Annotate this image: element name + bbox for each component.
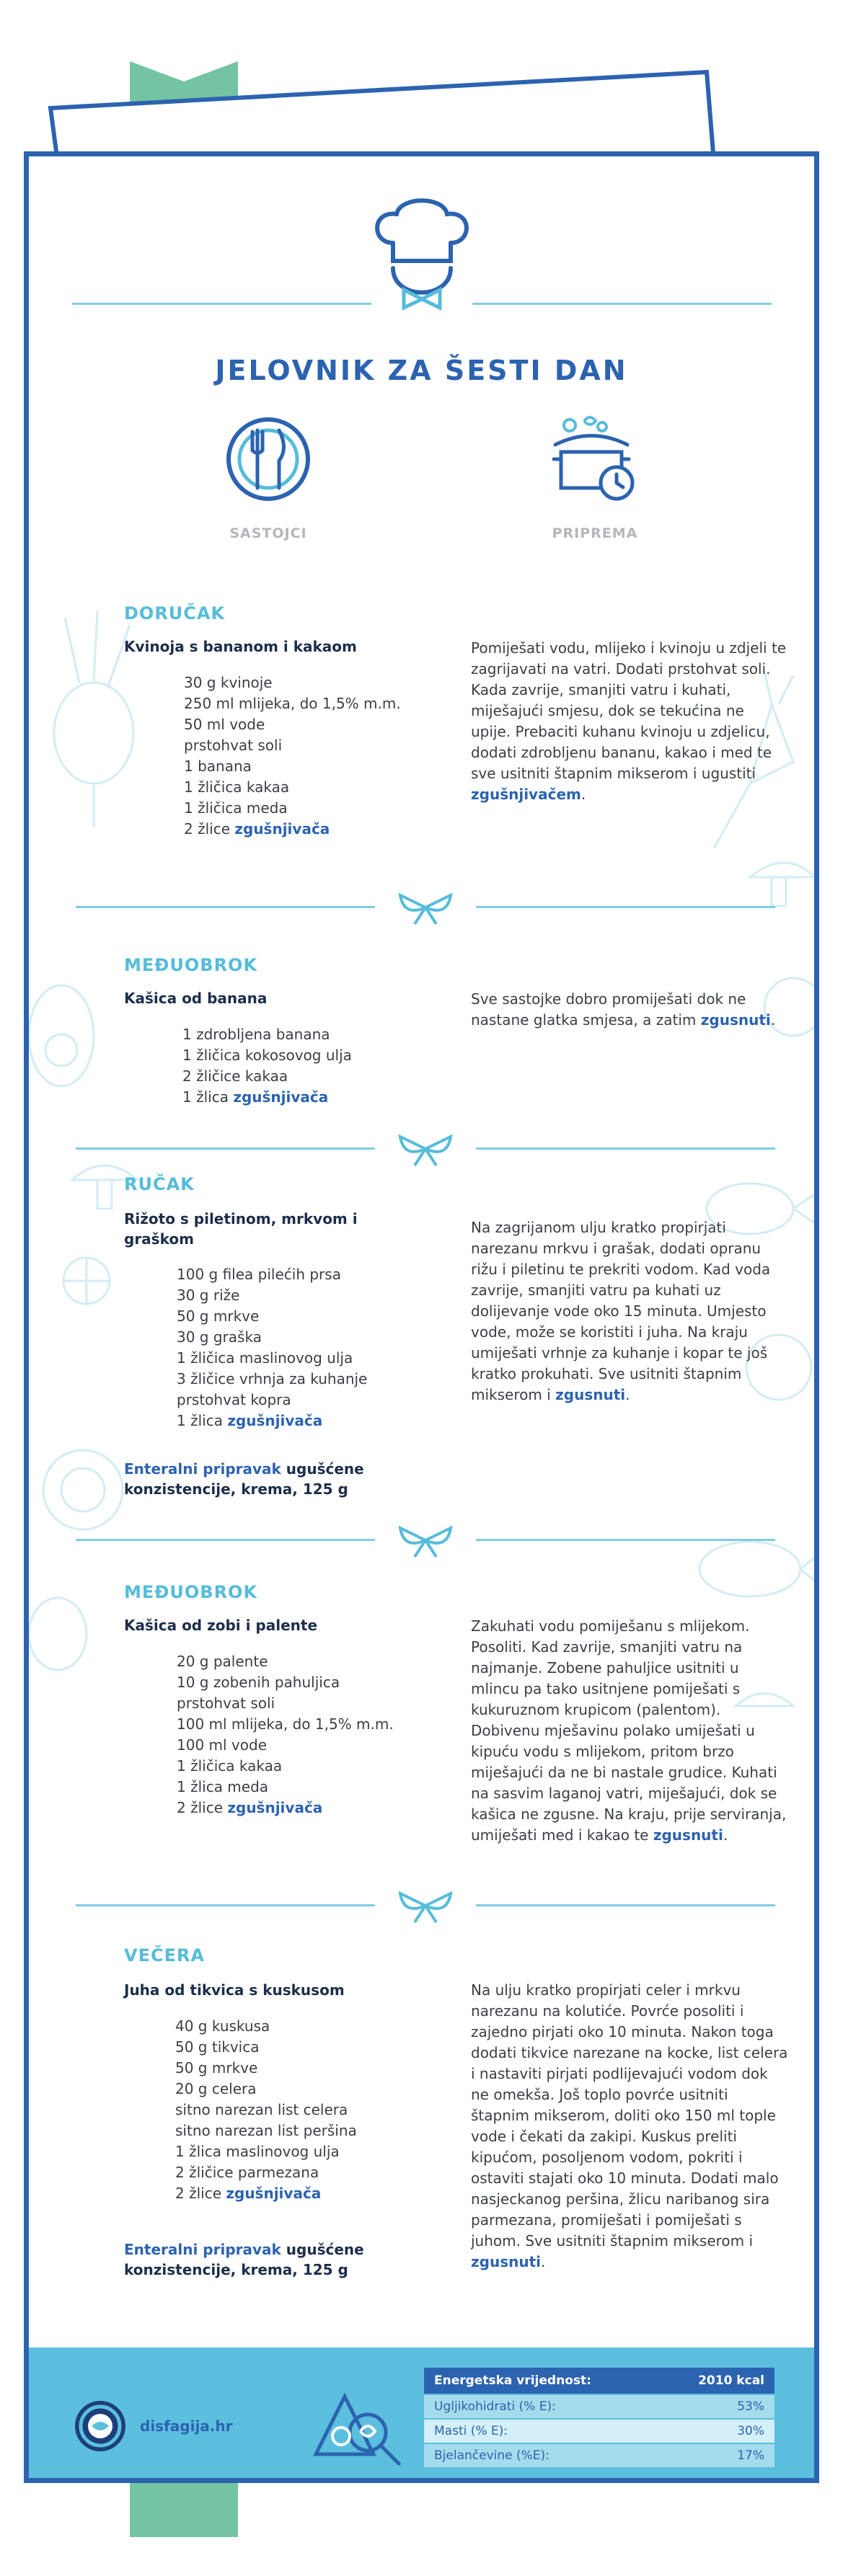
dish-name-breakfast: Kvinoja s bananom i kakaom	[124, 638, 357, 655]
section-divider	[76, 1133, 775, 1176]
ingredient-item-thickener	[177, 1798, 394, 1818]
section-divider	[76, 1524, 775, 1568]
ingredient-item: 30 g kvinoje	[184, 674, 273, 691]
ingredient-amount: 2 žlice	[175, 2185, 226, 2202]
ingredient-list-lunch	[177, 1264, 367, 1431]
meal-title-snack-1: MEĐUOBROK	[124, 955, 258, 975]
prep-highlight: zgusnuti	[653, 1826, 723, 1844]
thickener-highlight: zgušnjivača	[234, 820, 330, 838]
prep-text-dinner	[471, 1980, 788, 2273]
prep-end: .	[723, 1826, 728, 1844]
thickener-highlight: zgušnjivača	[226, 2185, 322, 2202]
footer	[29, 2348, 814, 2478]
ingredient-item: 100 g filea pilećih prsa	[177, 1266, 341, 1283]
energy-row-value: 53%	[737, 2399, 764, 2414]
thickener-highlight: zgušnjivača	[233, 1088, 329, 1106]
preparation-label: PRIPREMA	[552, 525, 638, 541]
dish-name-dinner: Juha od tikvica s kuskusom	[124, 1981, 345, 1999]
ingredient-item: 1 žlica meda	[177, 1778, 269, 1795]
prep-highlight: zgušnjivačem	[471, 786, 581, 803]
plate-cutlery-icon	[225, 416, 312, 502]
ingredients-label: SASTOJCI	[229, 525, 307, 541]
ingredient-list-dinner	[175, 2016, 357, 2204]
energy-row-fats	[424, 2420, 774, 2444]
ingredient-item: 1 žličica maslinovog ulja	[177, 1349, 353, 1367]
ingredient-item: 50 g tikvica	[175, 2038, 260, 2056]
ingredient-item: sitno narezan list peršina	[175, 2122, 357, 2139]
ingredient-item: 1 žličica kokosovog ulja	[182, 1047, 352, 1064]
ingredient-item: 2 žličice parmezana	[175, 2164, 319, 2181]
ingredient-item-thickener	[177, 1411, 367, 1431]
menu-card	[24, 151, 819, 2483]
energy-header-row	[424, 2368, 774, 2395]
ingredient-item: 1 žličica kakaa	[177, 1757, 283, 1775]
ingredient-item: 250 ml mlijeka, do 1,5% m.m.	[184, 695, 401, 712]
ingredient-item: 20 g palente	[177, 1653, 268, 1670]
energy-value: 2010 kcal	[698, 2373, 764, 2388]
ingredient-item: 2 žličice kakaa	[182, 1067, 288, 1085]
ingredient-item-thickener	[184, 819, 401, 840]
ingredient-amount: 2 žlice	[177, 1799, 228, 1816]
ingredient-list-breakfast	[184, 672, 401, 840]
chef-hat-icon	[361, 192, 483, 311]
dish-name-snack-2: Kašica od zobi i palente	[124, 1617, 318, 1634]
prep-highlight: zgusnuti	[471, 2253, 541, 2270]
header-line-right	[472, 303, 772, 305]
meal-title-dinner: VEČERA	[124, 1945, 206, 1966]
nutrition-magnifier-icon	[309, 2382, 410, 2469]
ingredient-item: 50 g mrkve	[177, 1307, 260, 1325]
site-link[interactable]: disfagija.hr	[140, 2417, 233, 2435]
meal-title-breakfast: DORUČAK	[124, 603, 226, 623]
meal-title-snack-2: MEĐUOBROK	[124, 1582, 258, 1602]
pot-timer-icon	[548, 412, 642, 506]
ingredient-item: 30 g graška	[177, 1328, 262, 1346]
ingredient-item: 100 ml mlijeka, do 1,5% m.m.	[177, 1715, 394, 1733]
energy-row-carbs	[424, 2395, 774, 2420]
ingredient-amount: 1 žlica	[177, 1412, 228, 1429]
prep-text-lunch	[471, 1217, 788, 1405]
ingredient-item: prstohvat soli	[177, 1695, 275, 1712]
prep-body: Zakuhati vodu pomiješanu s mlijekom. Posoliti. Kad zavrije, smanjiti vatru na najmanje. Zobene pahuljice usitniti u mlincu pa tako usitnjene pomiješati s kukuruznom krupicom (palentom). Dobivenu mješavinu polako umiješati u kipuću vodu s mlijekom, pritom brzo miješajući da ne bi nastale grudice. Kuhati na sasvim laganoj vatri, miješajući, dok se kašica ne zgusne. Na kraju, prije serviranja, umiješati med i kakao te	[471, 1617, 787, 1844]
energy-row-value: 30%	[737, 2424, 764, 2438]
prep-body: Pomiješati vodu, mlijeko i kvinoju u zdjeli te zagrijavati na vatri. Dodati prstohvat soli. Kada zavrije, smanjiti vatru i kuhati, miješajući smjesu, dok se tekućina ne upije. Prebaciti kuhanu kvinoju u zdjelicu, dodati zdrobljenu bananu, kakao i med te sve usitniti štapnim mikserom i ugustiti	[471, 639, 787, 782]
ingredient-item: 100 ml vode	[177, 1736, 267, 1754]
ingredient-item: 40 g kuskusa	[175, 2017, 270, 2035]
prep-text-breakfast	[471, 638, 788, 805]
energy-row-label: Bjelančevine (%E):	[434, 2448, 550, 2463]
energy-row-label: Masti (% E):	[434, 2424, 508, 2438]
meal-title-lunch: RUČAK	[124, 1174, 195, 1194]
ingredient-item: 50 g mrkve	[175, 2059, 258, 2077]
dish-name-lunch: Rižoto s piletinom, mrkvom i graškom	[124, 1210, 358, 1248]
ingredient-item: sitno narezan list celera	[175, 2101, 348, 2118]
ingredient-item: 10 g zobenih pahuljica	[177, 1674, 340, 1691]
ingredient-item: 3 žličice vrhnja za kuhanje	[177, 1370, 368, 1387]
ingredient-item: 1 zdrobljena banana	[182, 1026, 330, 1043]
dish-name-snack-1: Kašica od banana	[124, 990, 268, 1007]
enteral-note-dinner	[124, 2239, 470, 2280]
enteral-text: ugušćene konzistencije, krema, 125 g	[124, 2241, 364, 2278]
thickener-highlight: zgušnjivača	[227, 1412, 323, 1429]
prep-highlight: zgusnuti	[700, 1011, 771, 1029]
ingredient-list-snack-2	[177, 1651, 394, 1818]
ingredient-item: 50 ml vode	[184, 716, 265, 733]
header-line-left	[72, 303, 371, 305]
ingredient-item: prstohvat soli	[184, 737, 283, 754]
ingredient-item: 30 g riže	[177, 1287, 240, 1304]
enteral-note-lunch	[124, 1459, 470, 1499]
prep-text-snack-1	[471, 989, 788, 1031]
energy-row-label: Ugljikohidrati (% E):	[434, 2399, 556, 2414]
prep-end: .	[581, 786, 586, 803]
ingredient-item-thickener	[182, 1087, 352, 1108]
section-divider	[76, 1890, 775, 1933]
prep-end: .	[541, 2253, 546, 2270]
ingredient-item: 20 g celera	[175, 2080, 257, 2097]
prep-end: .	[770, 1011, 776, 1029]
prep-body: Na ulju kratko propirjati celer i mrkvu narezanu na kolutiće. Povrće posoliti i zajedno pirjati oko 10 minuta. Nakon toga dodati tikvice narezane na kocke, list celera i nastaviti pirjati podlijevajući vodom dok ne omekša. Još toplo povrće usitniti štapnim mikserom, doliti oko 150 ml tople vode i čekati da zakipi. Kuskus preliti kipućom, posoljenom vodom, pokriti i ostaviti stajati oko 10 minuta. Dodati malo nasjeckanog peršina, žlicu naribanog sira parmezana, promiješati i pomiješati s juhom. Sve usitniti štapnim mikserom i	[471, 1981, 788, 2249]
enteral-highlight: Enteralni pripravak	[124, 2241, 281, 2258]
ingredient-item-thickener	[175, 2183, 357, 2204]
ingredient-item: 1 banana	[184, 758, 252, 775]
energy-table	[424, 2368, 774, 2469]
ingredient-item: 1 žličica kakaa	[184, 778, 290, 796]
prep-body: Sve sastojke dobro promiješati dok ne nastane glatka smjesa, a zatim	[471, 990, 746, 1029]
prep-end: .	[625, 1386, 630, 1403]
prep-body: Na zagrijanom ulju kratko propirjati narezanu mrkvu i grašak, dodati opranu rižu i piletinu te prekriti vodom. Kad voda zavrije, smanjiti vatru pa kuhati uz dolijevanje vode oko 15 minuta. Umjesto vode, može se koristiti i juha. Na kraju umiješati vrhnje za kuhanje i kopar te još kratko prokuhati. Sve usitniti štapnim mikserom i	[471, 1219, 771, 1403]
ingredient-item: 1 žlica maslinovog ulja	[175, 2143, 340, 2160]
enteral-highlight: Enteralni pripravak	[124, 1460, 281, 1478]
prep-text-snack-2	[471, 1616, 788, 1846]
ingredient-amount: 2 žlice	[184, 820, 235, 838]
enteral-text: ugušćene konzistencije, krema, 125 g	[124, 1460, 364, 1498]
energy-row-proteins	[424, 2444, 774, 2469]
energy-label: Energetska vrijednost:	[434, 2373, 591, 2388]
ingredient-item: prstohvat kopra	[177, 1391, 291, 1408]
ingredient-item: 1 žličica meda	[184, 799, 288, 817]
ingredient-amount: 1 žlica	[182, 1088, 234, 1106]
section-divider	[76, 892, 775, 935]
thickener-highlight: zgušnjivača	[227, 1799, 323, 1816]
prep-highlight: zgusnuti	[555, 1386, 626, 1403]
ingredient-list-snack-1	[182, 1024, 352, 1108]
page-title: JELOVNIK ZA ŠESTI DAN	[215, 355, 628, 386]
energy-row-value: 17%	[737, 2448, 764, 2463]
disfagija-logo	[74, 2399, 127, 2453]
